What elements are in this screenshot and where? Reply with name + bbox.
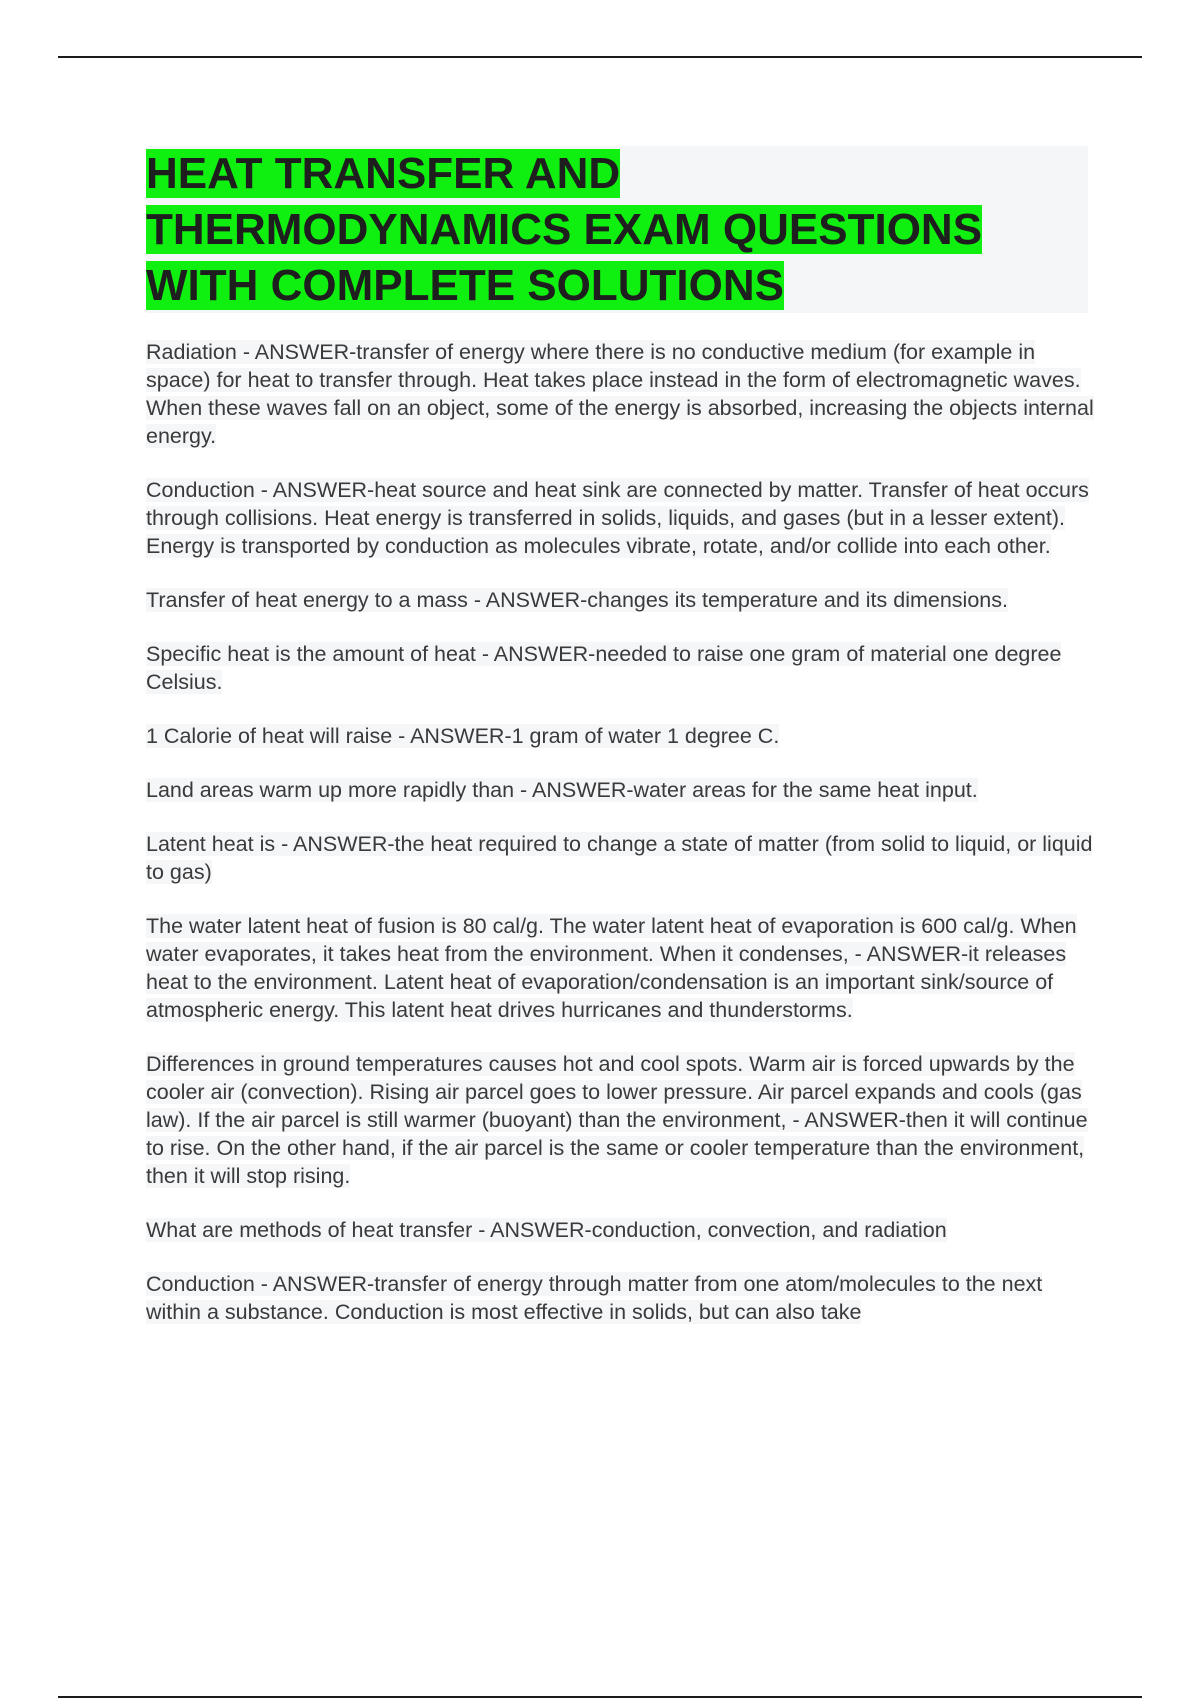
qa-text: 1 Calorie of heat will raise - ANSWER-1 gram of water 1 degree C. [146,724,780,748]
qa-text: What are methods of heat transfer - ANSWER-conduction, convection, and radiation [146,1218,947,1242]
qa-text: Land areas warm up more rapidly than - ANSWER-water areas for the same heat input. [146,778,978,802]
title-line-1: HEAT TRANSFER AND [146,149,621,198]
qa-entry-conduction [146,476,1096,560]
qa-entry-methods [146,1216,1096,1244]
qa-entry-radiation [146,338,1096,450]
qa-entry-heat-to-mass [146,586,1096,614]
qa-text: Conduction - ANSWER-heat source and heat sink are connected by matter. Transfer of heat occurs through collisions. Heat energy is transferred in solids, liquids, and gases (but in a lesser extent). Energy is transported by conduction as molecules vibrate, rotate, and/or collide into each other. [146,478,1089,558]
qa-text: The water latent heat of fusion is 80 cal/g. The water latent heat of evaporation is 600 cal/g. When water evaporates, it takes heat from the environment. When it condenses, - ANSWER-it releases heat to the environment. Latent heat of evaporation/condensation is an important sink/source of atmospheric energy. This latent heat drives hurricanes and thunderstorms. [146,914,1077,1022]
qa-text: Radiation - ANSWER-transfer of energy where there is no conductive medium (for example in space) for heat to transfer through. Heat takes place instead in the form of electromagnetic waves. When these waves fall on an object, some of the energy is absorbed, increasing the objects internal energy. [146,340,1094,448]
qa-entry-conduction-2 [146,1270,1096,1326]
page-top-rule [58,56,1142,58]
title-line-3: WITH COMPLETE SOLUTIONS [146,261,784,310]
qa-entry-land-areas [146,776,1096,804]
qa-list [146,338,1096,1352]
qa-text: Latent heat is - ANSWER-the heat required to change a state of matter (from solid to liquid, or liquid to gas) [146,832,1093,884]
qa-entry-ground-temperatures [146,1050,1096,1190]
qa-entry-latent-heat [146,830,1096,886]
qa-entry-calorie [146,722,1096,750]
qa-entry-water-latent-heat [146,912,1096,1024]
document-title [146,146,1088,314]
page-bottom-rule [58,1696,1142,1698]
qa-entry-specific-heat [146,640,1096,696]
qa-text: Transfer of heat energy to a mass - ANSWER-changes its temperature and its dimensions. [146,588,1008,612]
qa-text: Specific heat is the amount of heat - ANSWER-needed to raise one gram of material one degree Celsius. [146,642,1062,694]
title-line-2: THERMODYNAMICS EXAM QUESTIONS [146,205,983,254]
qa-text: Differences in ground temperatures causes hot and cool spots. Warm air is forced upwards by the cooler air (convection). Rising air parcel goes to lower pressure. Air parcel expands and cools (gas law). If the air parcel is still warmer (buoyant) than the environment, - ANSWER-then it will continue to rise. On the other hand, if the air parcel is the same or cooler temperature than the environment, then it will stop rising. [146,1052,1088,1188]
title-block [146,146,1088,313]
qa-text: Conduction - ANSWER-transfer of energy through matter from one atom/molecules to the next within a substance. Conduction is most effective in solids, but can also take [146,1272,1043,1324]
